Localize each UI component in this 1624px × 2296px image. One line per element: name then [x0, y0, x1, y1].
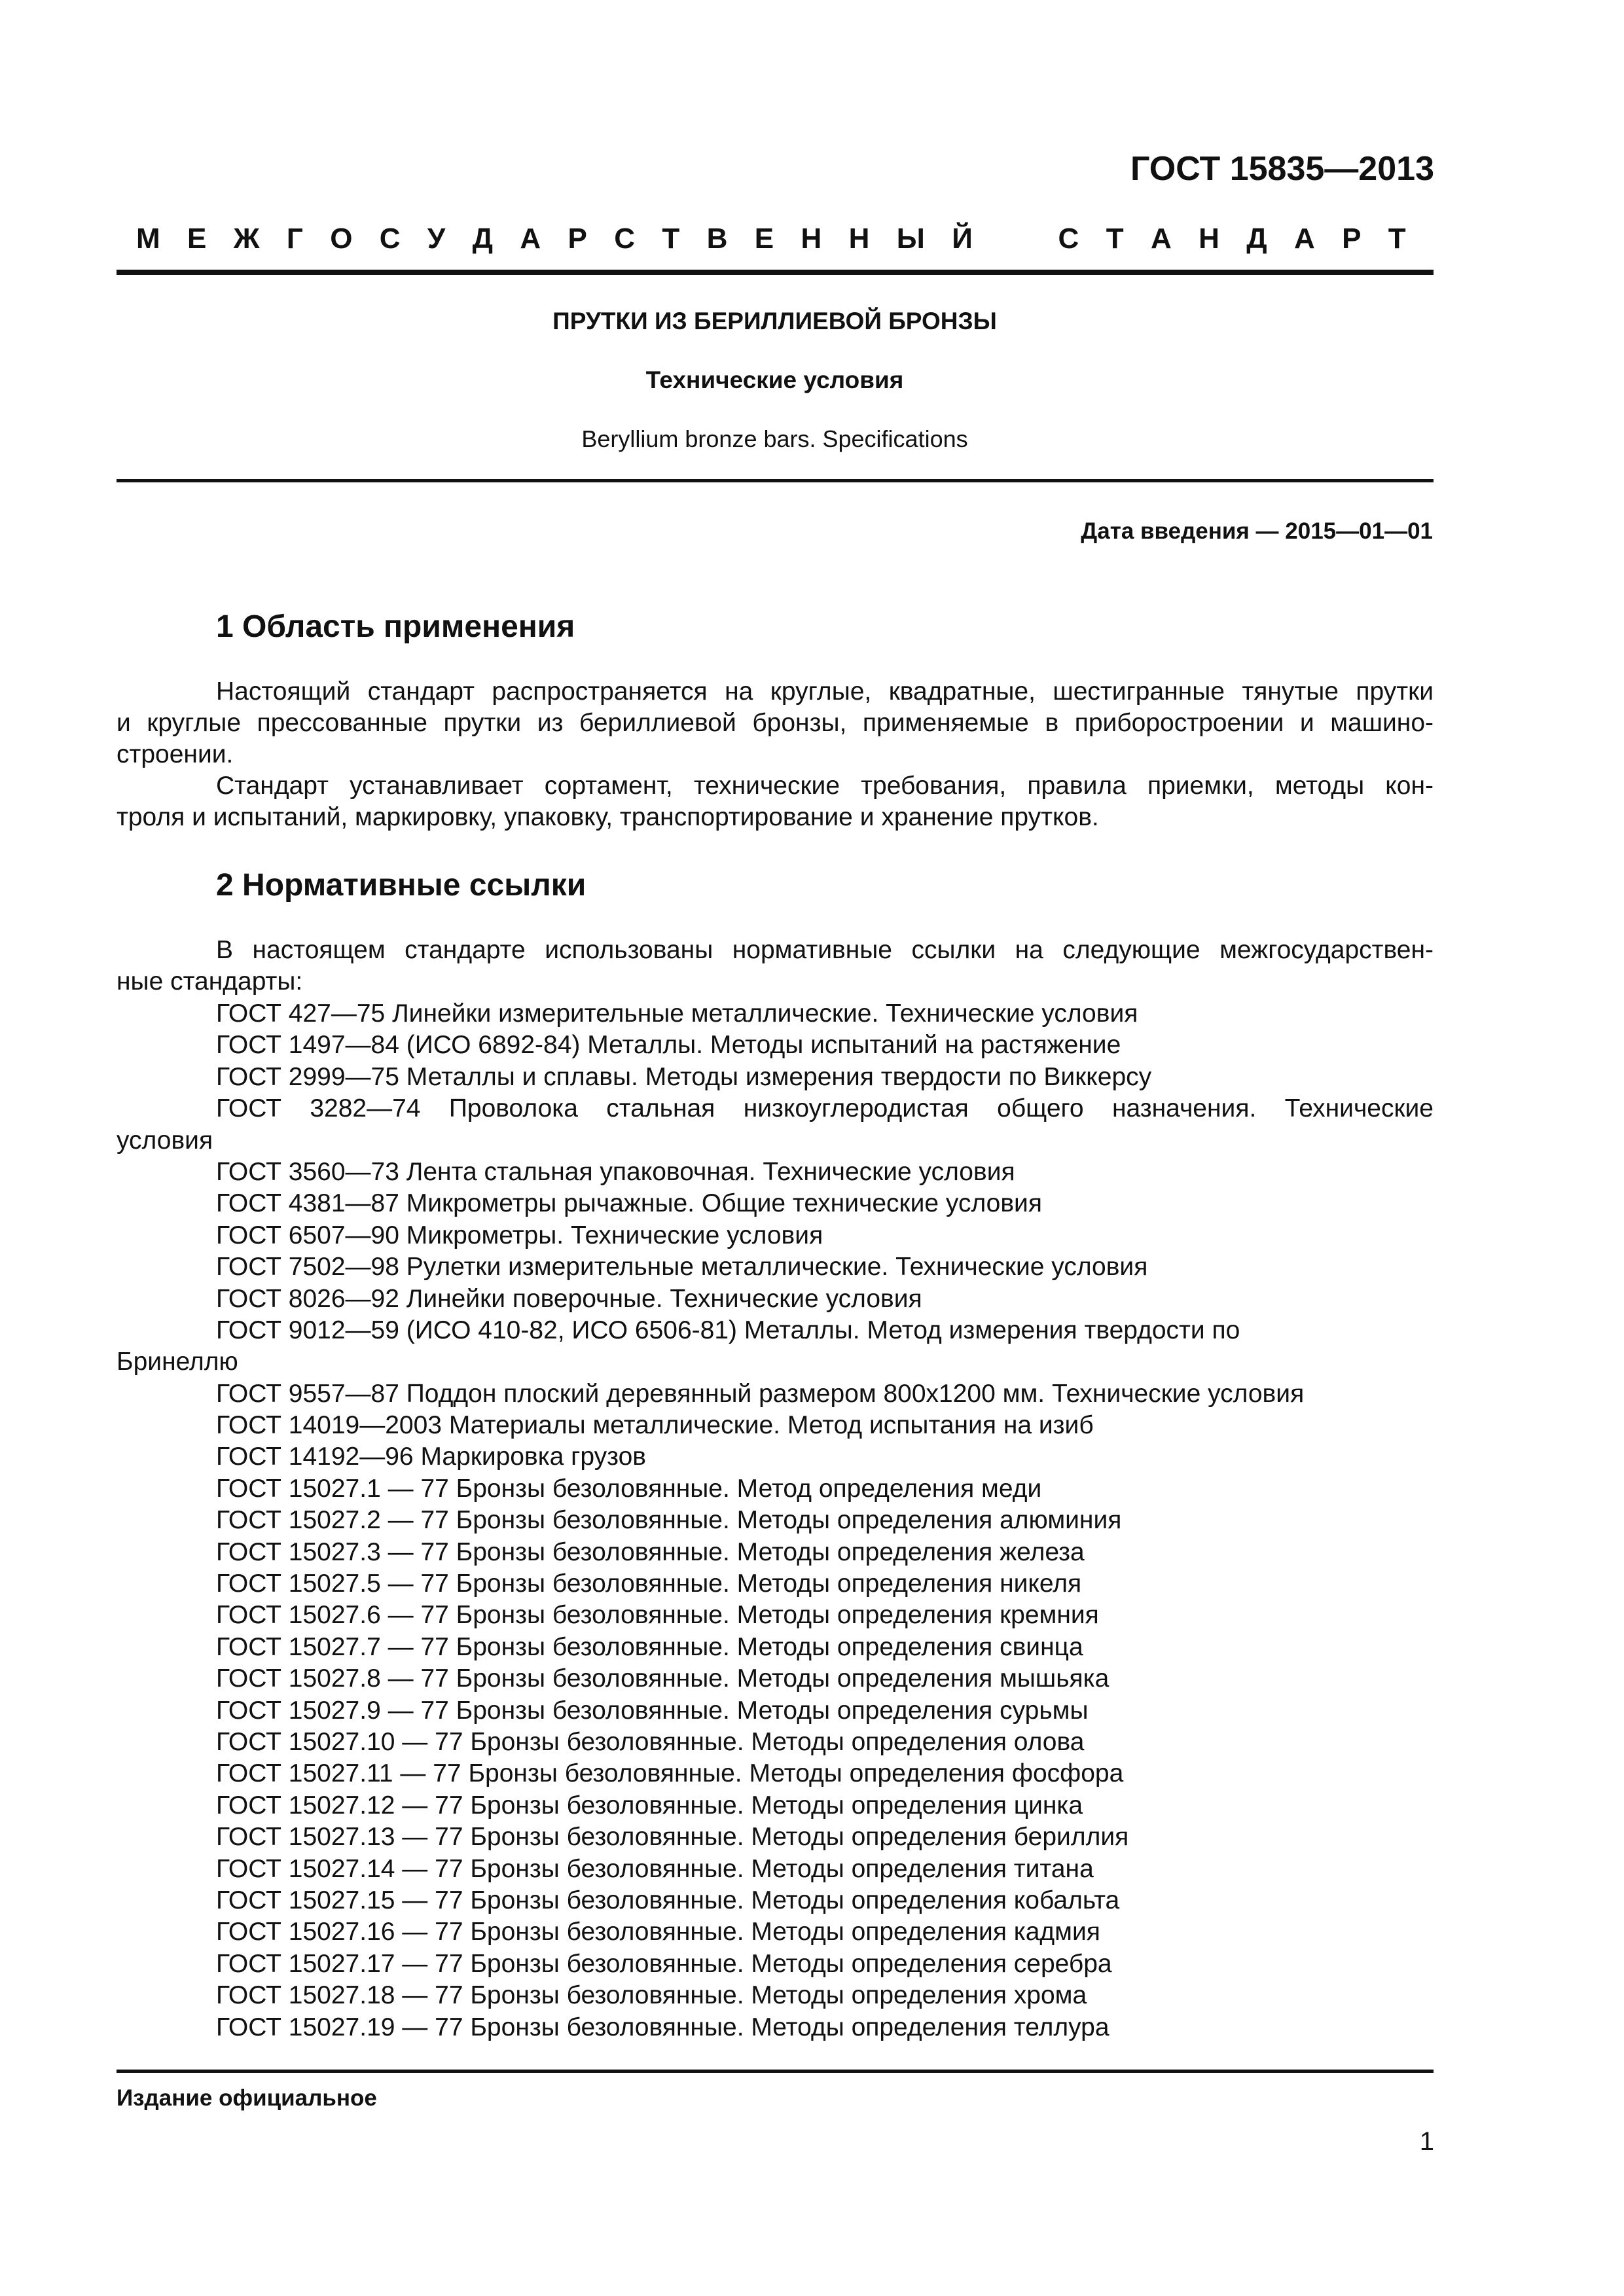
banner-letter: Е [754, 223, 774, 255]
banner-letter: Р [1342, 223, 1362, 255]
reference-item: ГОСТ 15027.19 — 77 Бронзы безоловянные. Методы определения теллура [216, 2013, 1110, 2041]
paragraph-line: и круглые прессованные прутки из бериллиевой бронзы, применяемые в приборостроении и машино- [117, 709, 1434, 737]
scope-paragraph-2 [117, 770, 1434, 833]
paragraph-line: строении. [117, 740, 234, 768]
reference-item: ГОСТ 15027.18 — 77 Бронзы безоловянные. Методы определения хрома [216, 1981, 1087, 2010]
page-number: 1 [1419, 2127, 1434, 2156]
banner-letter: Т [1388, 223, 1406, 255]
section-heading-scope: 1 Область применения [216, 609, 575, 644]
banner-letter: А [520, 223, 541, 255]
banner-letter: М [136, 223, 160, 255]
references-intro [117, 935, 1434, 997]
reference-item: ГОСТ 15027.17 — 77 Бронзы безоловянные. Методы определения серебра [216, 1949, 1112, 1978]
reference-item: ГОСТ 15027.1 — 77 Бронзы безоловянные. Метод определения меди [216, 1474, 1042, 1503]
banner-letter: Р [568, 223, 587, 255]
banner-letter: Е [187, 223, 207, 255]
reference-item: ГОСТ 9012—59 (ИСО 410-82, ИСО 6506-81) Металлы. Метод измерения твердости по [216, 1316, 1240, 1344]
document-subtitle: Технические условия [645, 367, 904, 393]
reference-item: ГОСТ 2999—75 Металлы и сплавы. Методы измерения твердости по Виккерсу [216, 1062, 1152, 1091]
reference-item: ГОСТ 15027.7 — 77 Бронзы безоловянные. Методы определения свинца [216, 1632, 1083, 1661]
paragraph-line: Настоящий стандарт распространяется на круглые, квадратные, шестигранные тянутые прутки [216, 677, 1434, 706]
banner-letter: О [330, 223, 353, 255]
banner-letter: У [427, 223, 446, 255]
paragraph-line: В настоящем стандарте использованы нормативные ссылки на следующие межгосударствен- [216, 936, 1434, 964]
paragraph-line: Стандарт устанавливает сортамент, технические требования, правила приемки, методы кон- [216, 772, 1434, 800]
banner-letter: А [1150, 223, 1172, 255]
reference-item: ГОСТ 15027.11 — 77 Бронзы безоловянные. Методы определения фосфора [216, 1759, 1124, 1788]
reference-item: ГОСТ 7502—98 Рулетки измерительные металлические. Технические условия [216, 1253, 1148, 1282]
banner-letter: С [614, 223, 636, 255]
banner-letter: Й [952, 223, 973, 255]
banner-letter: Д [472, 223, 494, 255]
scope-paragraph-1 [117, 676, 1434, 770]
banner-letter: Д [1246, 223, 1267, 255]
reference-item: ГОСТ 15027.13 — 77 Бронзы безоловянные. Методы определения бериллия [216, 1823, 1129, 1852]
edition-note: Издание официальное [117, 2085, 377, 2111]
section-heading-references: 2 Нормативные ссылки [216, 868, 586, 903]
banner-letter: Ж [233, 223, 260, 255]
reference-item: ГОСТ 15027.15 — 77 Бронзы безоловянные. Методы определения кобальта [216, 1886, 1120, 1914]
reference-item: ГОСТ 15027.2 — 77 Бронзы безоловянные. Методы определения алюминия [216, 1506, 1122, 1535]
reference-item: ГОСТ 14192—96 Маркировка грузов [216, 1443, 646, 1471]
paragraph-line: троля и испытаний, маркировку, упаковку, транспортирование и хранение прутков. [117, 803, 1099, 831]
title-rule [117, 479, 1434, 482]
reference-item: ГОСТ 9557—87 Поддон плоский деревянный размером 800х1200 мм. Технические условия [216, 1379, 1305, 1408]
banner-letter: Т [662, 223, 680, 255]
banner-letter: Г [286, 223, 303, 255]
banner-letter: С [379, 223, 401, 255]
introduction-date: Дата введения — 2015—01—01 [1081, 518, 1433, 544]
reference-item: ГОСТ 6507—90 Микрометры. Технические условия [216, 1221, 823, 1249]
document-title-english: Beryllium bronze bars. Specifications [581, 425, 968, 452]
reference-item: ГОСТ 3560—73 Лента стальная упаковочная. Технические условия [216, 1157, 1015, 1186]
reference-item-continuation: Бринеллю [117, 1348, 238, 1376]
reference-item: ГОСТ 15027.9 — 77 Бронзы безоловянные. Методы определения сурьмы [216, 1696, 1089, 1725]
banner-letter: Н [1199, 223, 1219, 255]
banner-letter: Ы [896, 223, 925, 255]
interstate-standard-banner [136, 223, 1406, 255]
reference-item: ГОСТ 15027.5 — 77 Бронзы безоловянные. Методы определения никеля [216, 1570, 1082, 1598]
paragraph-line: ные стандарты: [117, 967, 303, 996]
reference-item: ГОСТ 8026—92 Линейки поверочные. Технические условия [216, 1284, 922, 1313]
banner-letter: А [1293, 223, 1315, 255]
reference-item: ГОСТ 15027.14 — 77 Бронзы безоловянные. Методы определения титана [216, 1854, 1094, 1883]
banner-letter: Н [801, 223, 822, 255]
reference-item: ГОСТ 4381—87 Микрометры рычажные. Общие технические условия [216, 1189, 1042, 1218]
reference-item: ГОСТ 14019—2003 Материалы металлические. Метод испытания на изиб [216, 1411, 1094, 1440]
reference-item: ГОСТ 15027.10 — 77 Бронзы безоловянные. Методы определения олова [216, 1727, 1085, 1756]
reference-item: ГОСТ 427—75 Линейки измерительные металлические. Технические условия [216, 999, 1138, 1028]
normative-references-list [117, 998, 1434, 2043]
reference-item: ГОСТ 3282—74 Проволока стальная низкоуглеродистая общего назначения. Технические [216, 1094, 1434, 1123]
reference-item: ГОСТ 1497—84 (ИСО 6892-84) Металлы. Методы испытаний на растяжение [216, 1031, 1121, 1060]
banner-letter: Т [1106, 223, 1124, 255]
reference-item-continuation: условия [117, 1126, 213, 1155]
banner-letter: В [706, 223, 728, 255]
document-title: ПРУТКИ ИЗ БЕРИЛЛИЕВОЙ БРОНЗЫ [552, 308, 997, 334]
banner-letter: Н [848, 223, 870, 255]
reference-item: ГОСТ 15027.12 — 77 Бронзы безоловянные. Методы определения цинка [216, 1791, 1083, 1820]
header-rule [117, 270, 1434, 275]
reference-item: ГОСТ 15027.8 — 77 Бронзы безоловянные. Методы определения мышьяка [216, 1664, 1110, 1693]
standard-number: ГОСТ 15835—2013 [1130, 150, 1434, 188]
banner-word-gap [1000, 223, 1031, 255]
reference-item: ГОСТ 15027.16 — 77 Бронзы безоловянные. Методы определения кадмия [216, 1918, 1100, 1946]
reference-item: ГОСТ 15027.3 — 77 Бронзы безоловянные. Методы определения железа [216, 1537, 1085, 1566]
reference-item: ГОСТ 15027.6 — 77 Бронзы безоловянные. Методы определения кремния [216, 1601, 1099, 1630]
banner-letter: С [1058, 223, 1079, 255]
footer-rule [117, 2070, 1434, 2073]
